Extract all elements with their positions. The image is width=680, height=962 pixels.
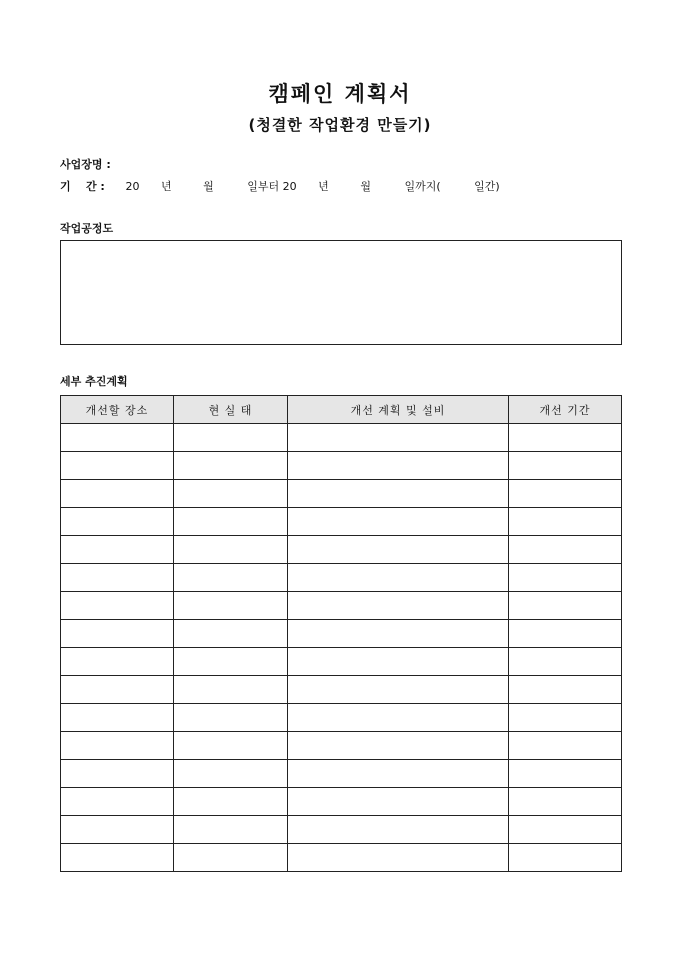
table-cell[interactable] [61, 788, 174, 816]
table-cell[interactable] [61, 564, 174, 592]
table-row [61, 480, 622, 508]
table-cell[interactable] [174, 536, 288, 564]
table-row [61, 760, 622, 788]
period-from-year-prefix: 20 [125, 180, 140, 193]
table-cell[interactable] [174, 508, 288, 536]
period-label: 기 간 : [60, 180, 105, 193]
table-cell[interactable] [174, 480, 288, 508]
table-cell[interactable] [509, 536, 622, 564]
period-days-suffix: 일간) [474, 180, 500, 193]
table-row [61, 788, 622, 816]
table-cell[interactable] [61, 676, 174, 704]
header-current-status: 현 실 태 [174, 396, 288, 424]
process-section-label: 작업공정도 [60, 222, 114, 235]
table-row [61, 676, 622, 704]
table-cell[interactable] [509, 844, 622, 872]
table-row [61, 592, 622, 620]
table-cell[interactable] [61, 844, 174, 872]
page-title: 캠페인 계획서 [268, 81, 412, 106]
table-cell[interactable] [174, 564, 288, 592]
table-cell[interactable] [288, 704, 509, 732]
period-to-day-suffix: 일까지( [404, 180, 441, 193]
table-cell[interactable] [61, 480, 174, 508]
table-cell[interactable] [509, 760, 622, 788]
table-cell[interactable] [288, 564, 509, 592]
table-cell[interactable] [509, 564, 622, 592]
period-from-year-unit: 년 [161, 180, 172, 193]
table-cell[interactable] [61, 760, 174, 788]
table-row [61, 816, 622, 844]
table-cell[interactable] [509, 788, 622, 816]
process-diagram-box[interactable] [60, 240, 622, 345]
table-row [61, 452, 622, 480]
table-row [61, 844, 622, 872]
table-cell[interactable] [288, 536, 509, 564]
plan-section-label: 세부 추진계획 [60, 375, 128, 388]
table-row [61, 732, 622, 760]
table-cell[interactable] [174, 704, 288, 732]
table-cell[interactable] [174, 760, 288, 788]
table-cell[interactable] [509, 816, 622, 844]
table-cell[interactable] [61, 452, 174, 480]
table-cell[interactable] [61, 536, 174, 564]
table-cell[interactable] [288, 508, 509, 536]
plan-table-header-row [61, 396, 622, 424]
table-cell[interactable] [61, 732, 174, 760]
table-cell[interactable] [509, 592, 622, 620]
table-cell[interactable] [509, 424, 622, 452]
table-cell[interactable] [174, 452, 288, 480]
table-cell[interactable] [61, 648, 174, 676]
table-row [61, 704, 622, 732]
table-cell[interactable] [61, 620, 174, 648]
table-cell[interactable] [509, 508, 622, 536]
table-cell[interactable] [288, 424, 509, 452]
table-cell[interactable] [288, 620, 509, 648]
table-cell[interactable] [288, 732, 509, 760]
table-cell[interactable] [288, 592, 509, 620]
period-row [60, 178, 500, 194]
table-cell[interactable] [288, 760, 509, 788]
table-cell[interactable] [61, 816, 174, 844]
table-cell[interactable] [174, 732, 288, 760]
table-cell[interactable] [174, 648, 288, 676]
page-subtitle: (청결한 작업환경 만들기) [248, 116, 432, 134]
table-cell[interactable] [288, 480, 509, 508]
plan-table [60, 395, 622, 872]
business-name-label: 사업장명 : [60, 158, 111, 171]
table-row [61, 424, 622, 452]
table-cell[interactable] [174, 592, 288, 620]
table-cell[interactable] [288, 816, 509, 844]
table-cell[interactable] [509, 648, 622, 676]
table-cell[interactable] [288, 648, 509, 676]
table-cell[interactable] [174, 816, 288, 844]
table-cell[interactable] [174, 424, 288, 452]
header-improvement-place: 개선할 장소 [61, 396, 174, 424]
table-cell[interactable] [509, 620, 622, 648]
table-cell[interactable] [288, 844, 509, 872]
table-row [61, 508, 622, 536]
table-cell[interactable] [509, 704, 622, 732]
table-row [61, 564, 622, 592]
period-to-year-unit: 년 [318, 180, 329, 193]
table-cell[interactable] [174, 788, 288, 816]
table-cell[interactable] [509, 676, 622, 704]
period-from-month-unit: 월 [203, 180, 214, 193]
table-row [61, 620, 622, 648]
table-cell[interactable] [288, 452, 509, 480]
table-cell[interactable] [61, 592, 174, 620]
table-cell[interactable] [288, 676, 509, 704]
table-cell[interactable] [174, 620, 288, 648]
table-cell[interactable] [174, 844, 288, 872]
table-cell[interactable] [288, 788, 509, 816]
header-improvement-period: 개선 기간 [509, 396, 622, 424]
table-cell[interactable] [61, 508, 174, 536]
table-cell[interactable] [509, 732, 622, 760]
table-cell[interactable] [61, 424, 174, 452]
table-cell[interactable] [509, 452, 622, 480]
table-cell[interactable] [509, 480, 622, 508]
table-row [61, 648, 622, 676]
period-to-month-unit: 월 [360, 180, 371, 193]
table-cell[interactable] [61, 704, 174, 732]
period-from-day-suffix: 일부터 [247, 180, 280, 193]
table-row [61, 536, 622, 564]
business-name-row [60, 156, 111, 172]
header-improvement-plan: 개선 계획 및 설비 [288, 396, 509, 424]
table-cell[interactable] [174, 676, 288, 704]
period-to-year-prefix: 20 [282, 180, 297, 193]
